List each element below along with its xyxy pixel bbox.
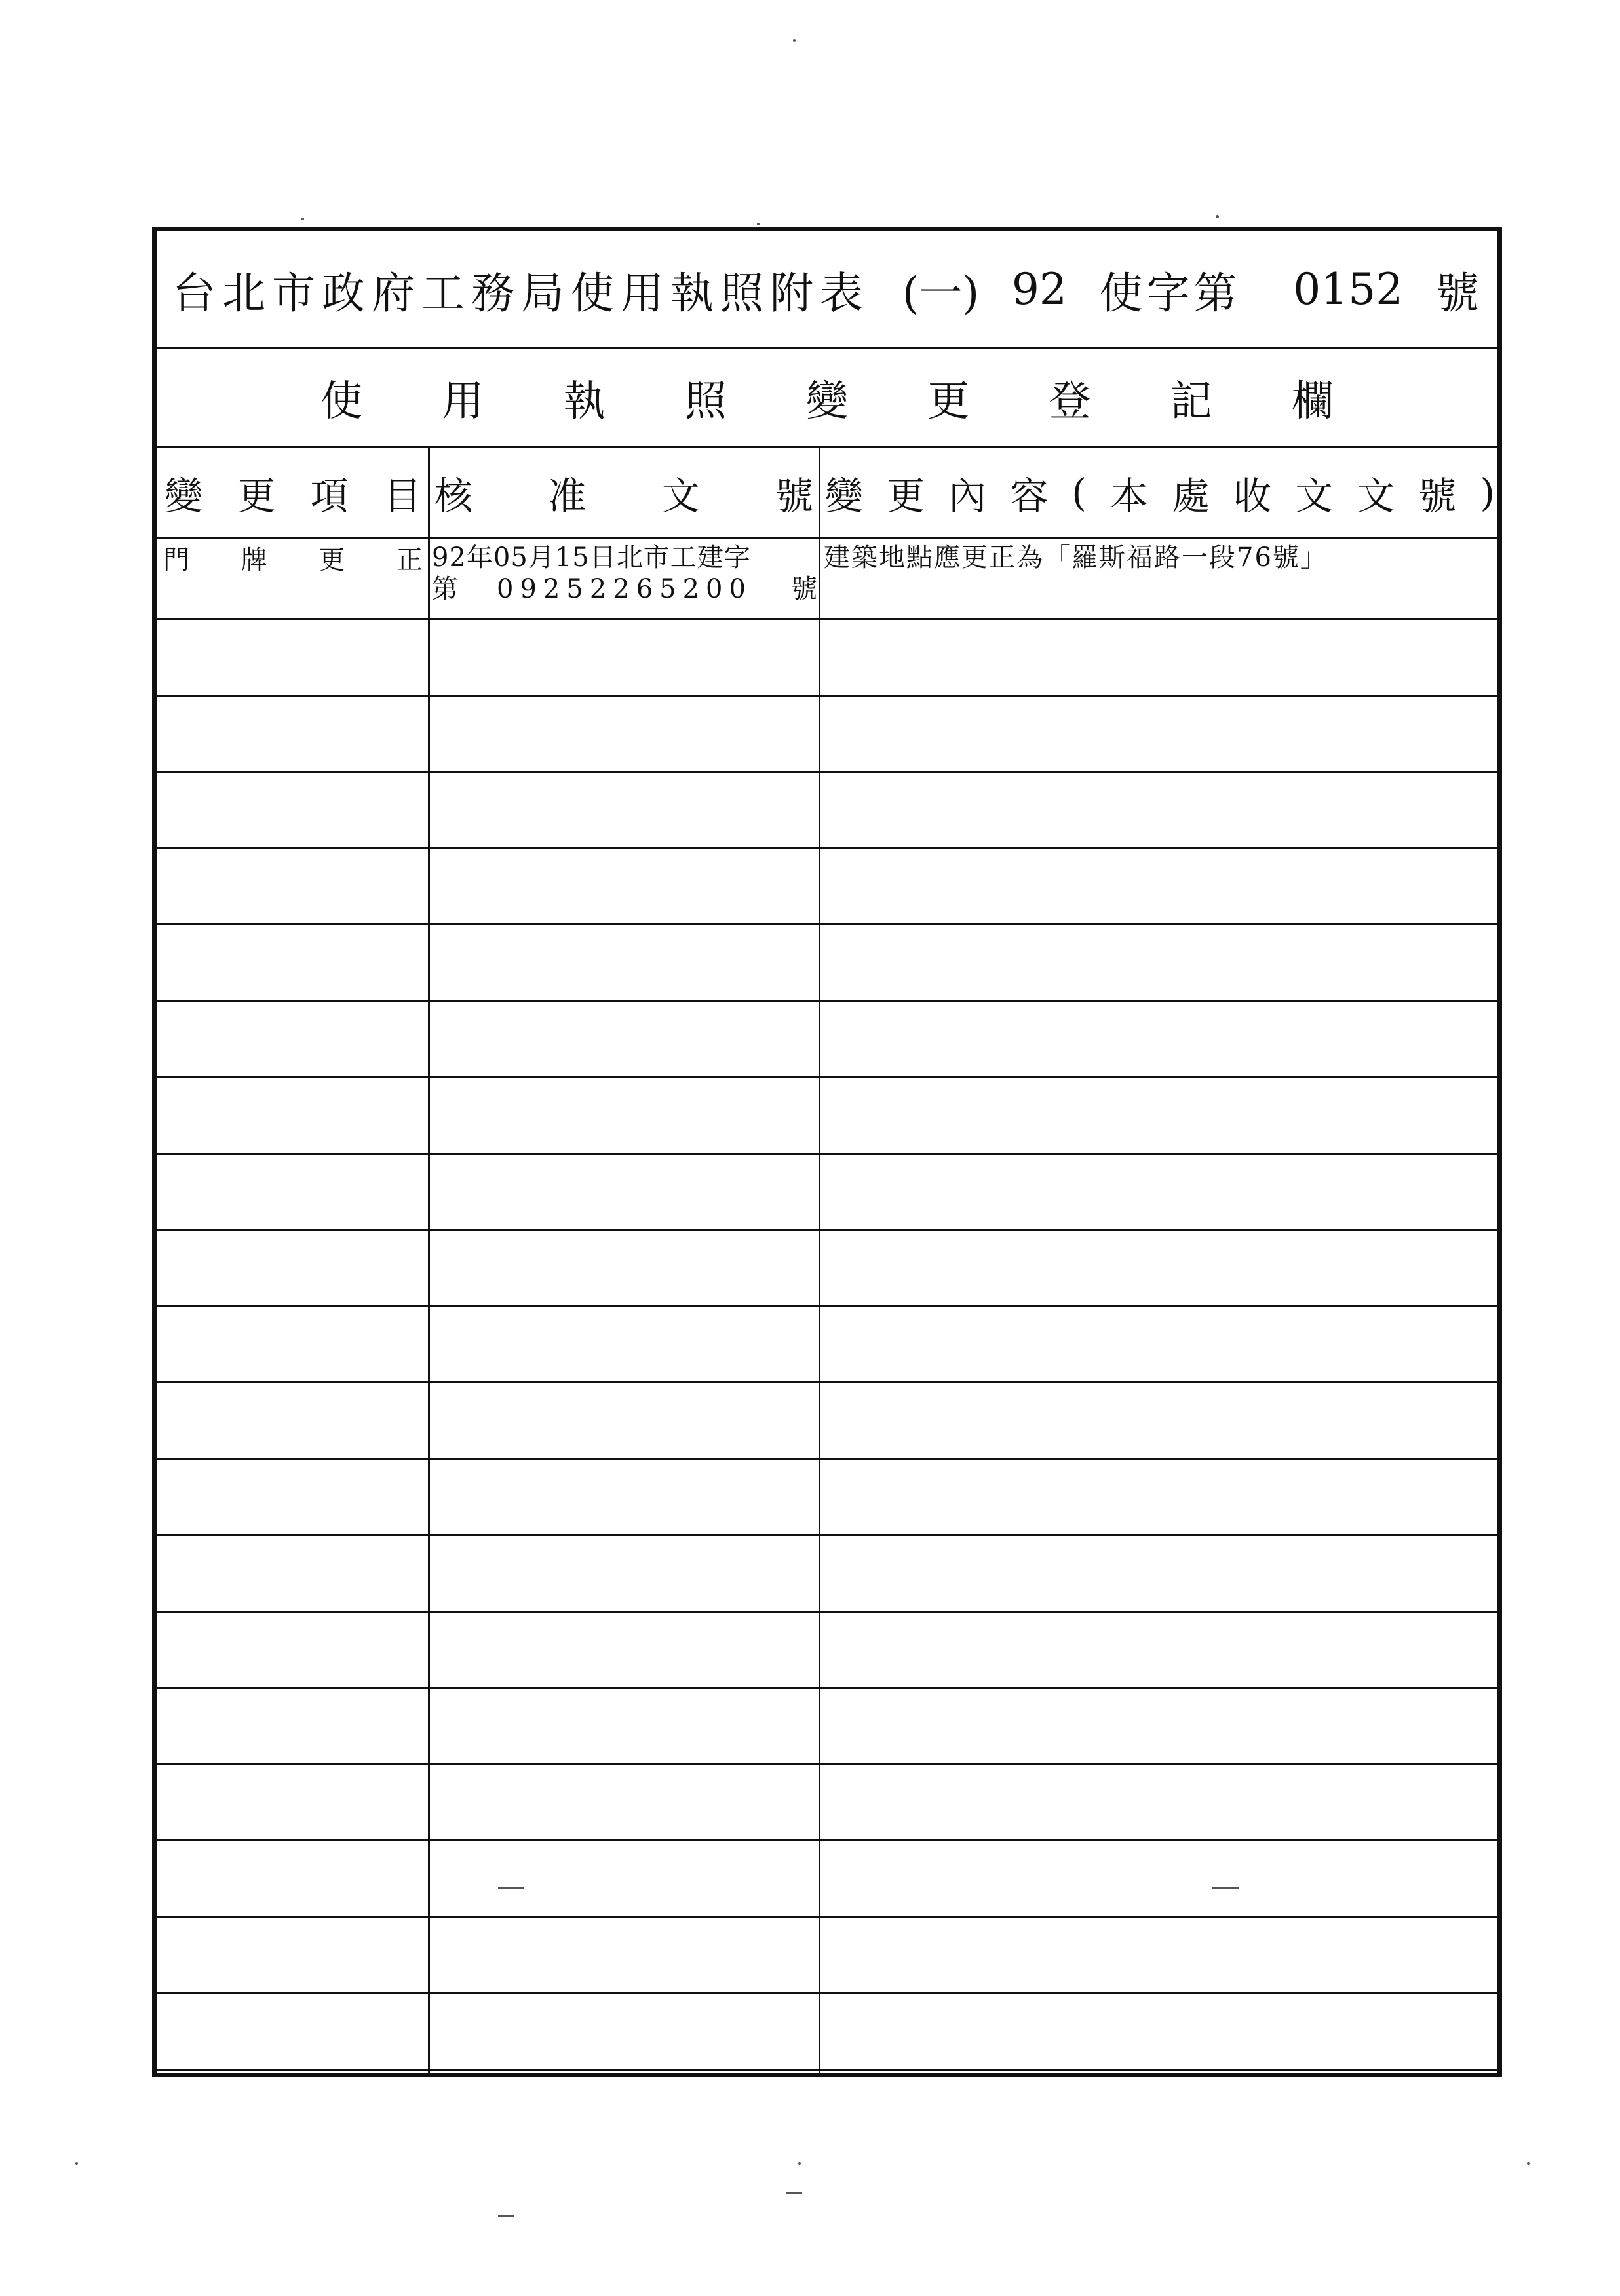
- approval-suffix: 號: [790, 574, 817, 604]
- table-row-line: [157, 1229, 1497, 1231]
- header-char: 核: [434, 473, 473, 518]
- scan-speck: [301, 218, 304, 220]
- item-char: 正: [396, 545, 423, 575]
- header-char: 目: [383, 473, 421, 518]
- scan-speck: [1527, 2162, 1530, 2165]
- header-char: 更: [887, 473, 925, 518]
- scan-speck: [498, 2215, 514, 2217]
- title-year: 92: [1011, 264, 1067, 315]
- table-row-line: [157, 1000, 1497, 1002]
- header-change-content: [822, 448, 1497, 537]
- register-form: [152, 227, 1502, 2077]
- table-row-line: [157, 1992, 1497, 1994]
- table-row-line: [157, 1153, 1497, 1155]
- title-agency: 台北市政府工務局使用執照附表: [172, 268, 870, 318]
- subtitle-char: 記: [1170, 377, 1212, 426]
- header-change-item: [162, 448, 424, 537]
- header-char: 准: [548, 473, 587, 518]
- header-char: 更: [237, 473, 276, 518]
- scan-speck: [75, 2162, 78, 2165]
- table-row-line: [157, 923, 1497, 925]
- scan-speck: [793, 39, 796, 42]
- table-row-line: [157, 1839, 1497, 1841]
- table-row-line: [157, 1763, 1497, 1765]
- item-char: 門: [163, 545, 189, 575]
- item-char: 牌: [241, 545, 267, 575]
- subtitle-char: 更: [927, 377, 970, 426]
- table-row-line: [157, 618, 1497, 620]
- subtitle-char: 使: [320, 377, 362, 426]
- row-change-content: 建築地點應更正為「羅斯福路一段76號」: [824, 543, 1328, 573]
- table-row-line: [157, 771, 1497, 773]
- header-char: 本: [1109, 473, 1148, 518]
- header-char: 收: [1233, 473, 1272, 518]
- title-middle: 使字第: [1099, 268, 1241, 318]
- scan-speck: [786, 2192, 802, 2194]
- form-title: [157, 231, 1497, 349]
- table-row-line: [157, 2069, 1497, 2071]
- approval-prefix: 第: [432, 574, 458, 604]
- scan-speck: [498, 1887, 524, 1889]
- table-row-line: [157, 1916, 1497, 1918]
- header-char: 容: [1010, 473, 1049, 518]
- title-bracket: (一): [902, 268, 980, 318]
- table-row-line: [157, 1534, 1497, 1536]
- item-char: 更: [318, 545, 345, 575]
- title-number: 0152: [1293, 264, 1404, 315]
- table-row-line: [157, 1305, 1497, 1307]
- subtitle-char: 照: [684, 377, 727, 426]
- header-char: 文: [1357, 473, 1395, 518]
- table-row-line: [157, 1381, 1497, 1383]
- header-approval-number: [432, 448, 816, 537]
- table-row-line: [157, 1687, 1497, 1689]
- header-char: ): [1480, 470, 1495, 515]
- table-row-line: [157, 847, 1497, 849]
- table-row-line: [157, 1611, 1497, 1613]
- approval-line-2: [432, 573, 817, 605]
- form-subtitle: [157, 349, 1497, 448]
- table-row-line: [157, 1458, 1497, 1460]
- row-change-item: [163, 545, 423, 576]
- scan-speck: [798, 2162, 801, 2165]
- title-suffix: 號: [1435, 268, 1479, 318]
- header-char: 變: [825, 473, 864, 518]
- header-char: 號: [1418, 473, 1457, 518]
- scan-speck: [1216, 215, 1219, 218]
- subtitle-char: 執: [563, 377, 606, 426]
- header-char: 內: [948, 473, 987, 518]
- header-char: 號: [775, 473, 813, 518]
- column-divider: [428, 448, 430, 2073]
- header-char: 文: [661, 473, 700, 518]
- scan-speck: [757, 223, 760, 225]
- subtitle-char: 變: [806, 377, 848, 426]
- subtitle-char: 欄: [1292, 377, 1334, 426]
- approval-number: 09252265200: [497, 574, 752, 604]
- subtitle-char: 登: [1049, 377, 1091, 426]
- row-approval-number: [432, 542, 817, 605]
- header-char: 文: [1295, 473, 1334, 518]
- header-char: 處: [1172, 473, 1210, 518]
- scan-speck: [1212, 1887, 1239, 1889]
- subtitle-char: 用: [442, 377, 484, 426]
- header-char: 變: [164, 473, 203, 518]
- column-divider: [819, 448, 820, 2073]
- table-row-line: [157, 537, 1497, 539]
- approval-line-1: 92年05月15日北市工建字: [432, 543, 751, 573]
- header-char: (: [1071, 470, 1087, 515]
- table-row-line: [157, 695, 1497, 697]
- header-char: 項: [310, 473, 349, 518]
- table-row-line: [157, 1076, 1497, 1078]
